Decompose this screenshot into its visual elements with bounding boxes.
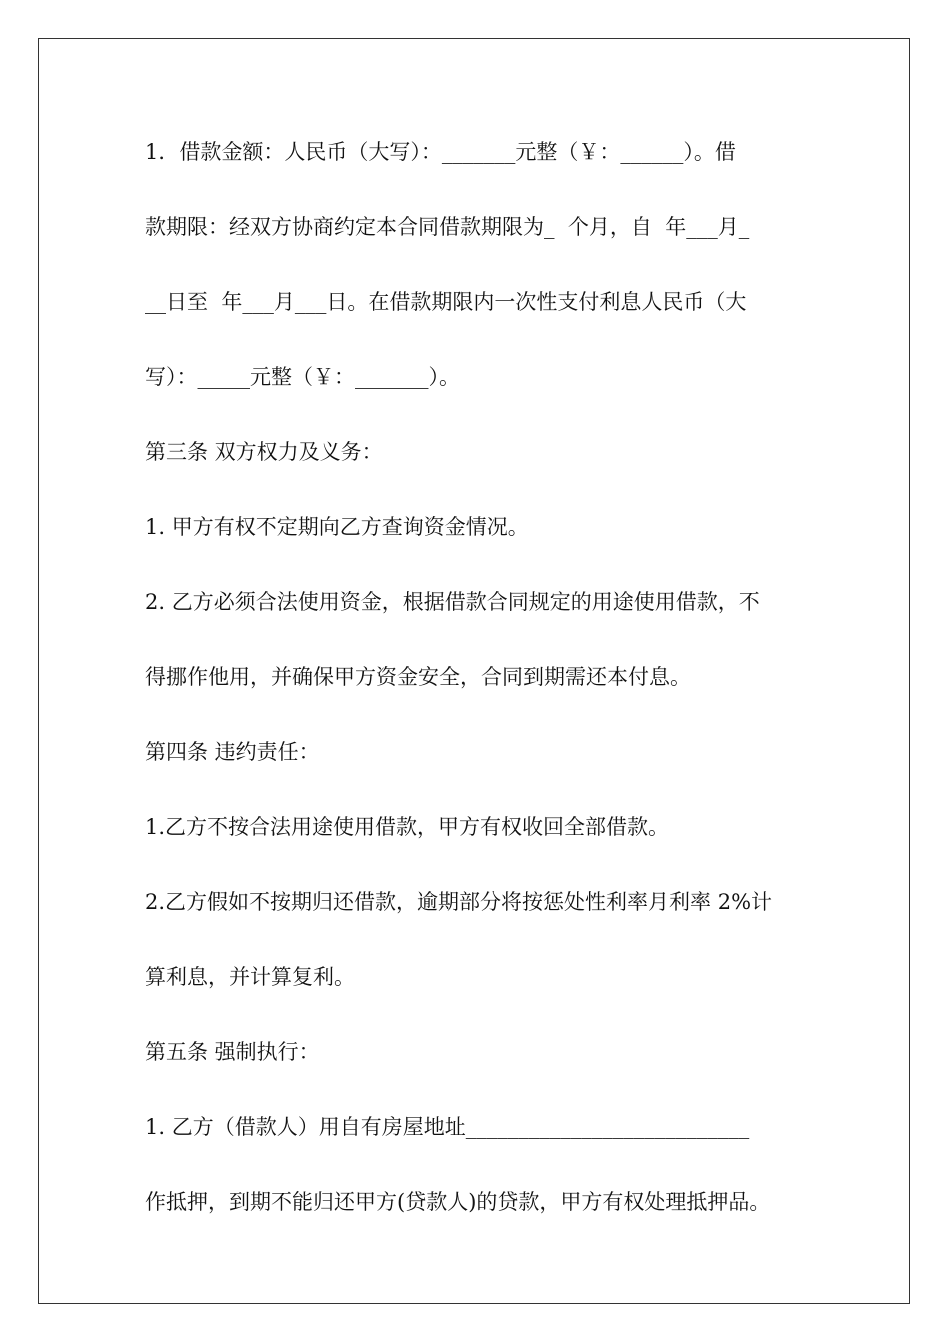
article-five-heading: 第五条 强制执行： <box>145 1040 320 1064</box>
article-three-item-2-cont: 得挪作他用，并确保甲方资金安全，合同到期需还本付息。 <box>145 665 691 689</box>
loan-term-line-2: 款期限：经双方协商约定本合同借款期限为_ 个月，自 年___月_ <box>145 215 750 239</box>
loan-amount-line-1: 1．借款金额：人民币（大写）：_______元整（￥：______）。借 <box>145 140 736 164</box>
article-five-item-1-cont: 作抵押，到期不能归还甲方(贷款人)的贷款，甲方有权处理抵押品。 <box>145 1190 771 1214</box>
article-four-item-2: 2.乙方假如不按期归还借款，逾期部分将按惩处性利率月利率 2%计 <box>145 890 773 914</box>
article-four-heading: 第四条 违约责任： <box>145 740 320 764</box>
interest-line-4: 写）：_____元整（￥：_______）。 <box>145 365 460 389</box>
article-four-item-1: 1.乙方不按合法用途使用借款，甲方有权收回全部借款。 <box>145 815 670 839</box>
article-three-heading: 第三条 双方权力及义务： <box>145 440 383 464</box>
loan-term-line-3: __日至 年___月___日。在借款期限内一次性支付利息人民币（大 <box>145 290 747 314</box>
article-three-item-2: 2. 乙方必须合法使用资金，根据借款合同规定的用途使用借款，不 <box>145 590 760 614</box>
article-five-item-1: 1. 乙方（借款人）用自有房屋地址___________________________ <box>145 1115 750 1139</box>
document-body <box>145 132 810 1257</box>
article-three-item-1: 1. 甲方有权不定期向乙方查询资金情况。 <box>145 515 529 539</box>
article-four-item-2-cont: 算利息，并计算复利。 <box>145 965 355 989</box>
